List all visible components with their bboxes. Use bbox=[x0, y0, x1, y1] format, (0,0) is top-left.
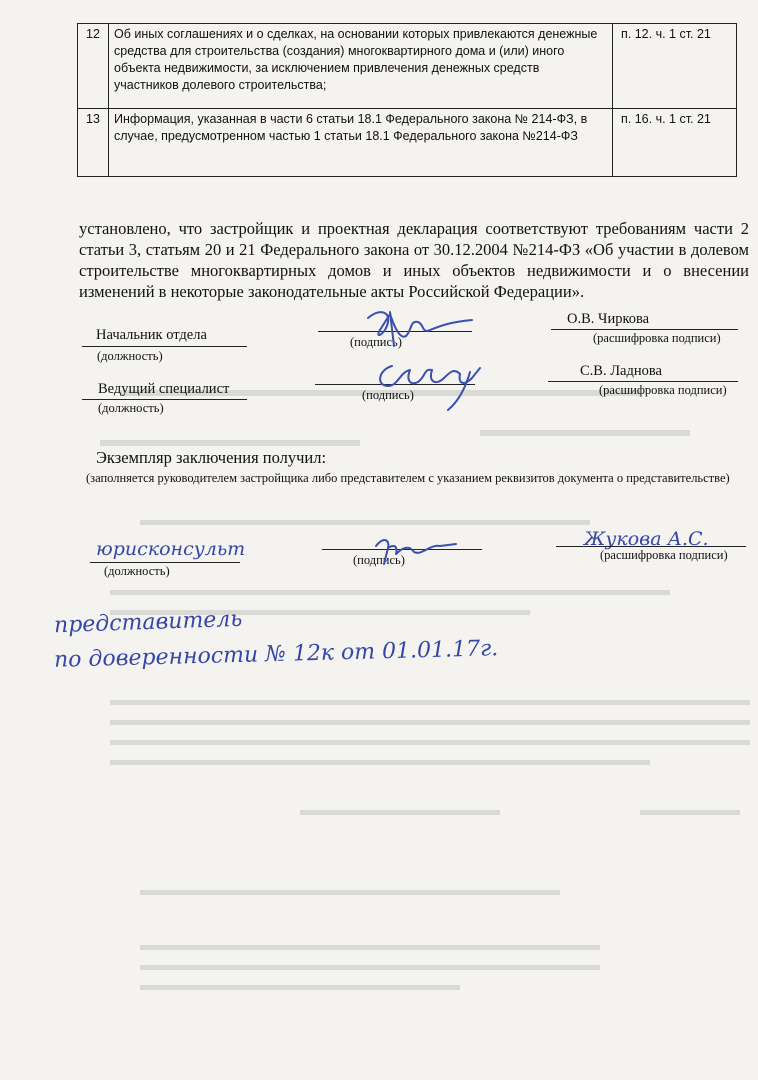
receipt-position-caption: (должность) bbox=[104, 564, 170, 578]
signatory-1-position: Начальник отдела bbox=[96, 327, 207, 343]
row-text: Об иных соглашениях и о сделках, на основании которых привлекаются денежные средства для строительства (создания) многоквартирного дома и (или) иного объекта недвижимости, за исключением привлечения денежных средств участников долевого строительства; bbox=[109, 24, 613, 109]
signatory-2-name: С.В. Ладнова bbox=[580, 363, 662, 379]
row-number: 12 bbox=[78, 24, 109, 109]
signature-1-handwritten bbox=[360, 300, 480, 350]
signatory-2-position-caption: (должность) bbox=[98, 401, 164, 415]
signatory-2-position: Ведущий специалист bbox=[98, 381, 230, 397]
signatory-1-name: О.В. Чиркова bbox=[567, 311, 650, 327]
signatory-1-name-caption: (расшифровка подписи) bbox=[593, 331, 721, 345]
row-reference: п. 16. ч. 1 ст. 21 bbox=[613, 109, 737, 177]
receipt-signature-caption: (подпись) bbox=[353, 553, 405, 567]
signature-2-handwritten bbox=[370, 352, 490, 414]
receipt-name-caption: (расшифровка подписи) bbox=[600, 548, 728, 562]
table-row bbox=[78, 24, 737, 109]
row-reference: п. 12. ч. 1 ст. 21 bbox=[613, 24, 737, 109]
signatory-2-name-line bbox=[548, 381, 738, 382]
row-text: Информация, указанная в части 6 статьи 18.1 Федерального закона № 214-ФЗ, в случае, предусмотренном частью 1 статьи 18.1 Федерального закона №214-ФЗ bbox=[109, 109, 613, 177]
receipt-heading: Экземпляр заключения получил: bbox=[96, 448, 327, 467]
signatory-2-signature-caption: (подпись) bbox=[362, 388, 414, 402]
handwritten-note-line-2: по доверенности № 12к от 01.01.17г. bbox=[53, 636, 499, 673]
receipt-signature-handwritten bbox=[370, 526, 460, 572]
signatory-1-position-line bbox=[82, 346, 247, 347]
signatory-2-position-line bbox=[82, 399, 247, 400]
receipt-position-line bbox=[90, 562, 240, 563]
receipt-name-line bbox=[556, 546, 746, 547]
handwritten-name: Жукова А.С. bbox=[584, 528, 709, 550]
signatory-1-name-line bbox=[551, 329, 738, 330]
handwritten-position: юрисконсульт bbox=[96, 538, 246, 560]
signatory-1-position-caption: (должность) bbox=[97, 349, 163, 363]
table-row bbox=[78, 109, 737, 177]
handwritten-note-line-1: представитель bbox=[53, 606, 243, 639]
signatory-1-signature-caption: (подпись) bbox=[350, 335, 402, 349]
signatory-2-name-caption: (расшифровка подписи) bbox=[599, 383, 727, 397]
compliance-statement: установлено, что застройщик и проектная декларация соответствуют требованиям части 2 статьи 3, статьям 20 и 21 Федерального закона от 30.12.2004 №214-ФЗ «Об участии в долевом строительстве многоквартирных домов и иных объектов недвижимости и о внесении изменений в некоторые законодательные акты Российской Федерации». bbox=[79, 219, 749, 301]
receipt-note: (заполняется руководителем застройщика либо представителем с указанием реквизитов документа о представительстве) bbox=[86, 471, 730, 485]
row-number: 13 bbox=[78, 109, 109, 177]
requirements-table bbox=[77, 23, 737, 177]
